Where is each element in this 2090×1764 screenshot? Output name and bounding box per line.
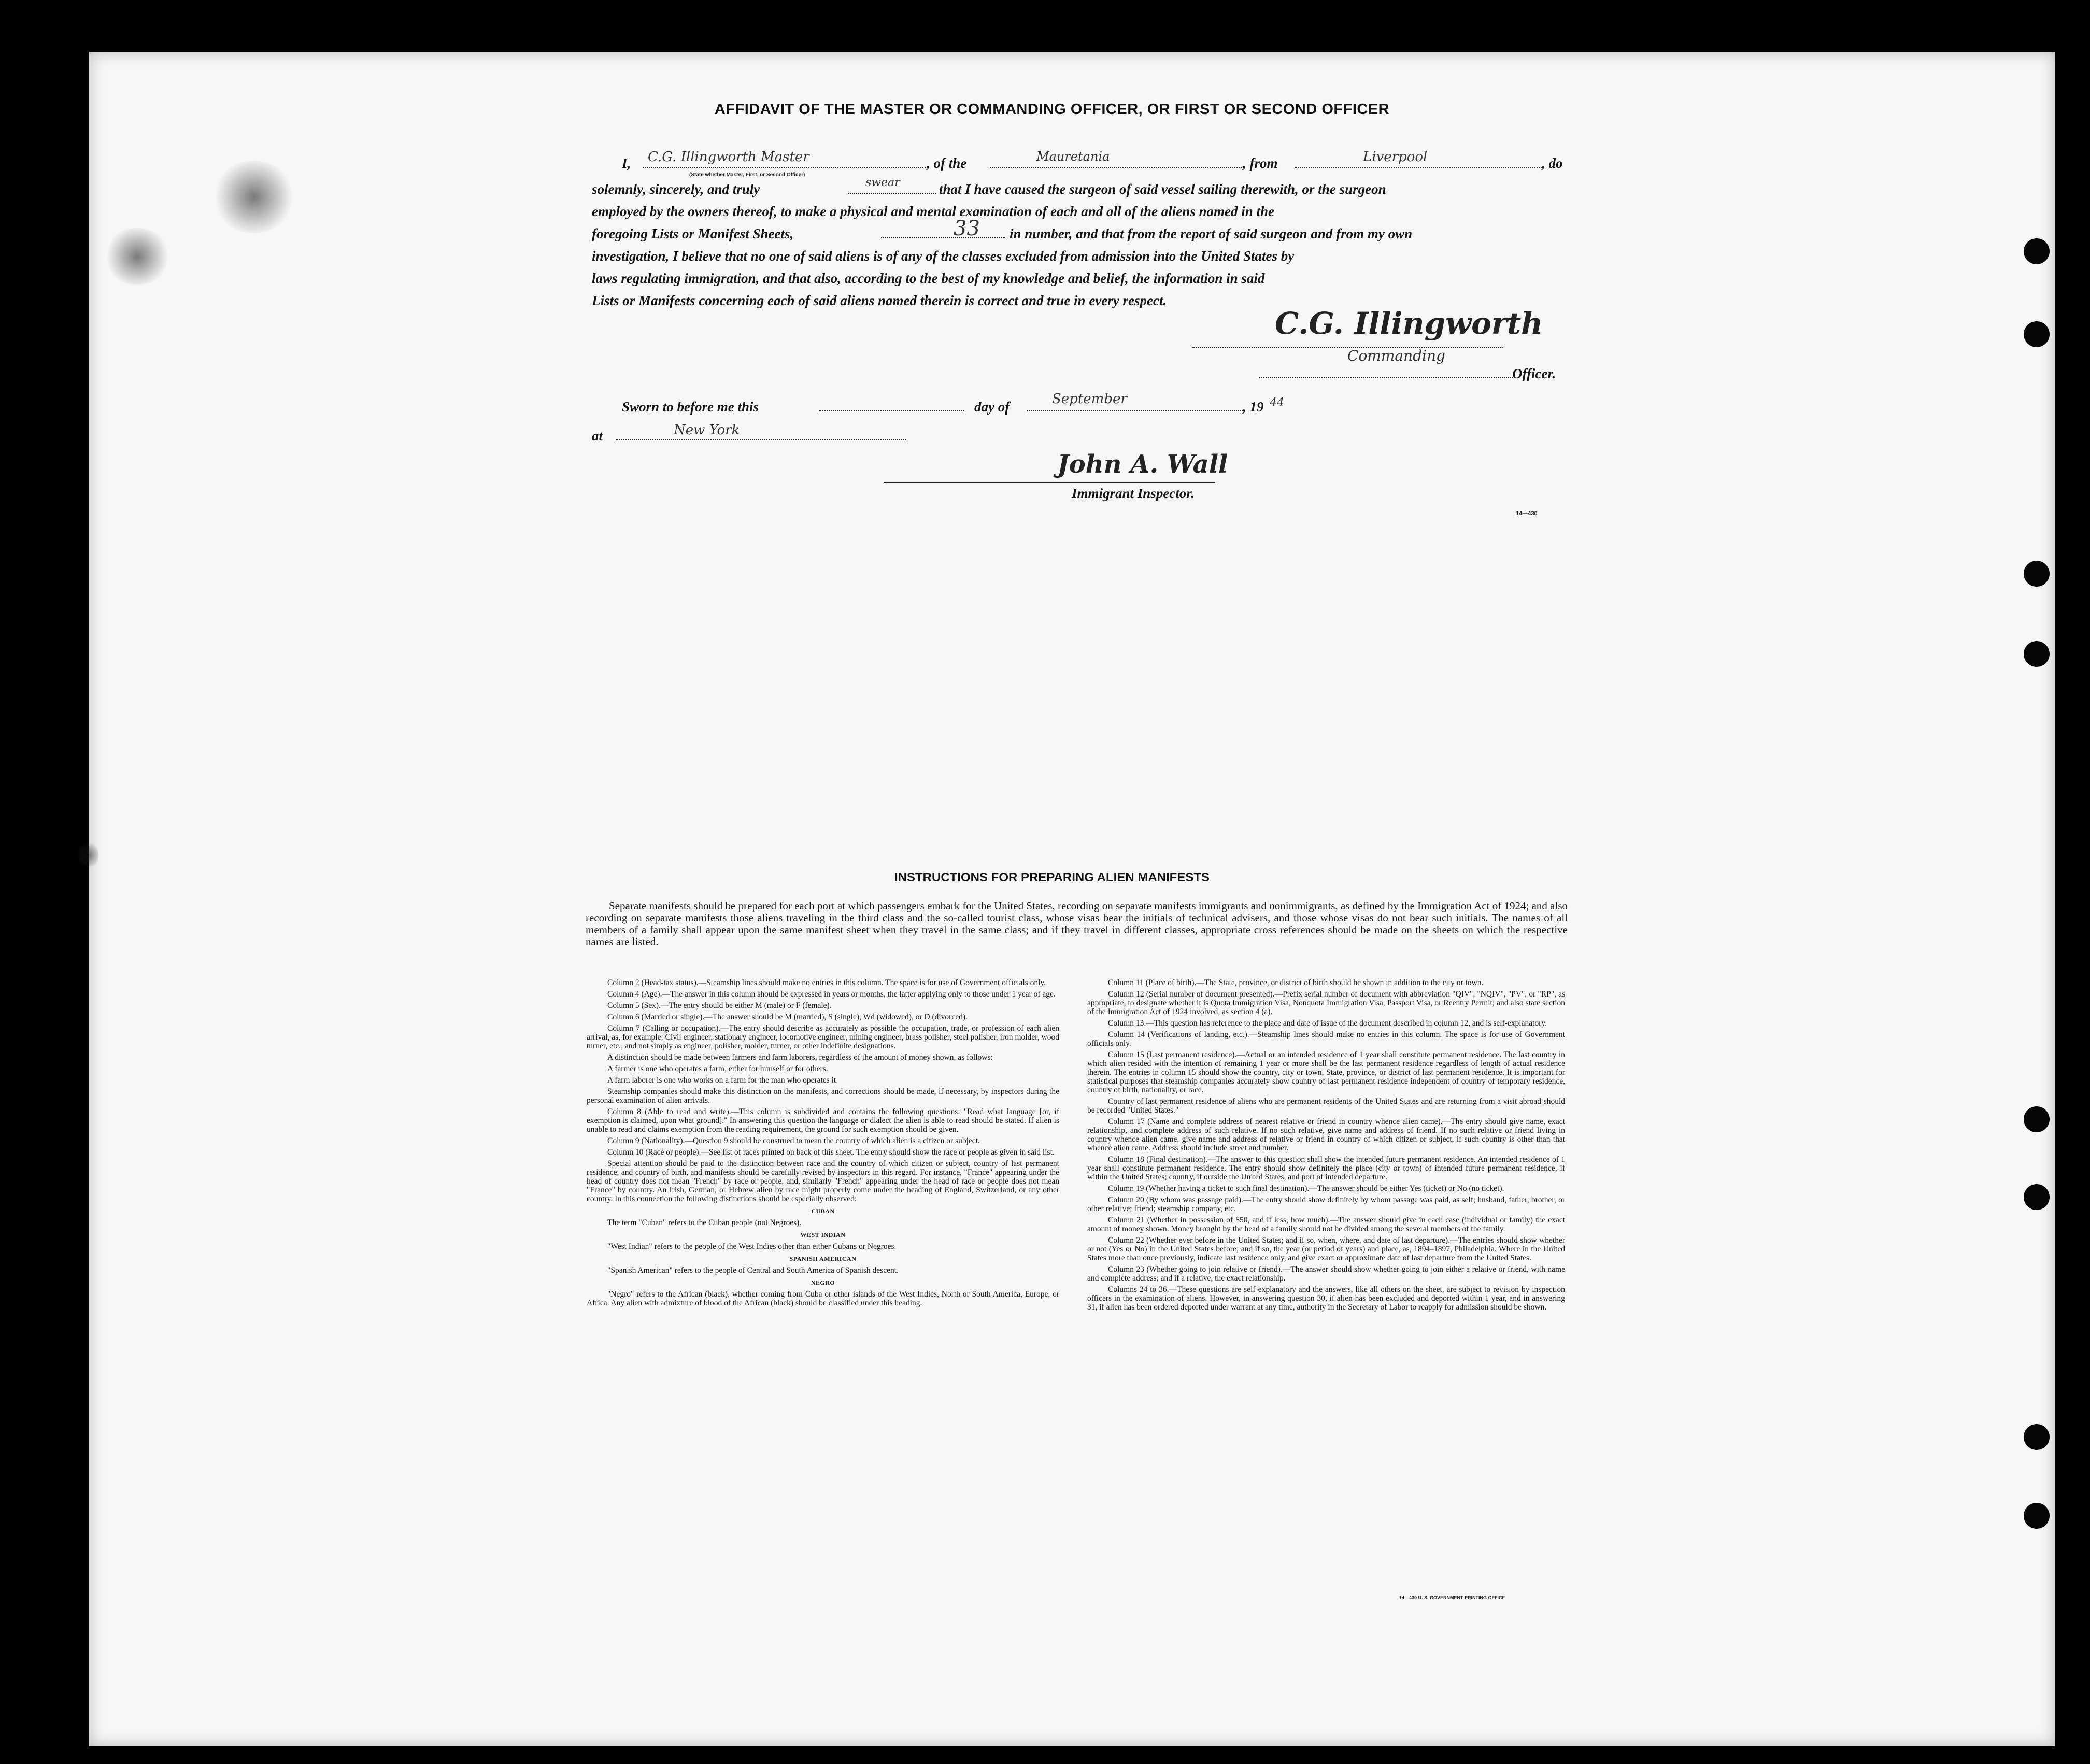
instruction-paragraph: Column 20 (By whom was passage paid).—The entry should show definitely by whom passage was paid, as self; husband, father, brother, or other relative; friend; steamship company, etc. (1087, 1196, 1565, 1213)
ink-smudge (104, 228, 171, 285)
punch-hole (2024, 1106, 2050, 1132)
instruction-paragraph: Column 23 (Whether going to join relative or friend).—The answer should show whether going to join either a relative or friend, with name and complete address; and if a relative, the exact relationship. (1087, 1265, 1565, 1283)
form-number: 14—430 (1516, 510, 1538, 517)
instructions-title: INSTRUCTIONS FOR PREPARING ALIEN MANIFESTS (894, 871, 1210, 885)
punch-hole (2024, 1424, 2050, 1450)
instruction-paragraph: Column 17 (Name and complete address of nearest relative or friend in country whence alien came).—The entry should give name, exact relationship, and complete address of such relative. If no such relative, give name and address of friend. If no such relative or friend living in country whence alien came, give name and address of relative or friend in country of which citizen or subject, if such country is other than that whence alien came. Address should include street and number. (1087, 1117, 1565, 1153)
affidavit-line4-b: in number, and that from the report of said surgeon and from my own (1010, 226, 1413, 241)
instruction-paragraph: Country of last permanent residence of aliens who are permanent residents of the United States and are returning from a visit abroad should be recorded "United States." (1087, 1097, 1565, 1115)
year-handwriting: 44 (1270, 396, 1284, 409)
affidavit-line3: employed by the owners thereof, to make a physical and mental examination of each and all of the aliens named in the (592, 204, 1274, 219)
affidavit-do: , do (1542, 155, 1563, 171)
ink-smudge (78, 840, 98, 871)
punch-hole (2024, 321, 2050, 347)
instructions-intro: Separate manifests should be prepared for each port at which passengers embark for the United States, recording on separate manifests immigrants and nonimmigrants, as defined by the Immigration Act of 1924; and also recording on separate manifests those aliens traveling in the third class and the so-called tourist class, whose visas bear the initials of technical advisers, and those whose visas do not bear such initials. The names of all members of a family shall appear upon the same manifest sheet when they travel in the same class; and if they travel in different classes, appropriate cross references should be made on the sheets on which the respective names are listed. (586, 900, 1568, 948)
sheets-count-handwriting: 33 (954, 217, 980, 240)
punch-hole (2024, 561, 2050, 587)
instruction-paragraph: Column 5 (Sex).—The entry should be either M (male) or F (female). (607, 1001, 832, 1010)
place-field (616, 439, 906, 440)
affidavit-line1-prefix: I, (622, 155, 631, 171)
printing-office-footer: 14—430 U. S. GOVERNMENT PRINTING OFFICE (1399, 1595, 1505, 1600)
instruction-paragraph: Column 10 (Race or people).—See list of races printed on back of this sheet. The entry should show the race or people as given in said list. (607, 1148, 1055, 1157)
instruction-paragraph: "Spanish American" refers to the people of Central and South America of Spanish descent. (607, 1266, 899, 1275)
affidavit-line2-b: that I have caused the surgeon of said vessel sailing therewith, or the surgeon (939, 181, 1386, 197)
sheets-field (881, 237, 1005, 238)
affidavit-line5: investigation, I believe that no one of said aliens is of any of the classes excluded from admission into the United States by (592, 248, 1295, 264)
officer-name-handwriting: C.G. Illingworth Master (648, 149, 809, 165)
instruction-paragraph: "West Indian" refers to the people of the West Indies other than either Cubans or Negroes. (607, 1242, 897, 1251)
port-handwriting: Liverpool (1363, 149, 1428, 165)
instruction-paragraph: Steamship companies should make this distinction on the manifests, and corrections should be made, if necessary, by inspectors during the personal examination of alien arrivals. (587, 1087, 1059, 1105)
instruction-paragraph: A farm laborer is one who works on a farm for the man who operates it. (607, 1076, 838, 1085)
officer-name-field (643, 167, 928, 168)
instruction-paragraph: Column 11 (Place of birth).—The State, province, or district of birth should be shown in addition to the city or town. (1108, 978, 1484, 987)
instruction-paragraph: The term "Cuban" refers to the Cuban people (not Negroes). (607, 1218, 802, 1227)
ink-smudge (212, 161, 295, 233)
instruction-paragraph: Column 7 (Calling or occupation).—The entry should describe as accurately as possible the occupation, trade, or profession of each alien arrival, as, for example: Civil engineer, stationary engineer, locomotive engineer, mining engineer, brass polisher, steel polisher, iron molder, wood turner, etc., and not simply as engineer, polisher, molder, turner, or other indefinite designations. (587, 1024, 1059, 1050)
instruction-paragraph: Column 18 (Final destination).—The answer to this question shall show the intended future permanent residence. An intended residence of 1 year shall constitute permanent residence. The entry should show definitely the place (city or town) of intended future permanent residence, if within the United States; country, if outside the United States, and port of intended departure. (1087, 1155, 1565, 1182)
instruction-paragraph: Column 21 (Whether in possession of $50, and if less, how much).—The answer should give in each case (individual or family) the exact amount of money shown. Money brought by the head of a family should not be divided among the several members of the family. (1087, 1216, 1565, 1233)
punch-hole (2024, 641, 2050, 667)
section-heading-negro: NEGRO (811, 1279, 835, 1286)
instructions-right-column (1087, 978, 1565, 1314)
instruction-paragraph: A farmer is one who operates a farm, either for himself or for others. (607, 1064, 828, 1073)
affidavit-of-the: , of the (927, 155, 967, 171)
vessel-handwriting: Mauretania (1036, 149, 1110, 164)
instruction-paragraph: Column 15 (Last permanent residence).—Actual or an intended residence of 1 year shall constitute permanent residence. The last country in which alien resided with the intention of remaining 1 year or more shall be the last permanent residence regardless of length of actual residence therein. The entries in column 15 should show the country, city or town, State, province, or district of last permanent residence. It is important for statistical purposes that steamship companies accurately show country of last permanent residence independent of country of temporary residence, country of birth, nationality, or race. (1087, 1050, 1565, 1094)
instruction-paragraph: Column 12 (Serial number of document presented).—Prefix serial number of document with abbreviation "QIV", "NQIV", "PV", or "RP", as appropriate, to designate whether it is Quota Immigration Visa, Nonquota Immigration Visa, Passport Visa, or Reentry Permit; and also state section of the Immigration Act of 1924 involved, as section 4 (a). (1087, 990, 1565, 1016)
instruction-paragraph: Column 8 (Able to read and write).—This column is subdivided and contains the following questions: "Read what language [or, if exemption is claimed, upon what ground]." In answering this question the language or dialect the alien is able to read should be stated. If alien is unable to read and claims exemption from the reading requirement, the ground for such exemption should be given. (587, 1107, 1059, 1134)
instruction-paragraph: "Negro" refers to the African (black), whether coming from Cuba or other islands of the West Indies, North or South America, Europe, or Africa. Any alien with admixture of blood of the African (black) should be classified under this heading. (587, 1290, 1059, 1307)
instruction-paragraph: A distinction should be made between farmers and farm laborers, regardless of the amount of money shown, as follows: (607, 1053, 993, 1062)
instruction-paragraph: Column 13.—This question has reference to the place and date of issue of the document described in column 12, and is self-explanatory. (1108, 1019, 1547, 1028)
instruction-paragraph: Column 19 (Whether having a ticket to such final destination).—The answer should be either Yes (ticket) or No (no ticket). (1108, 1184, 1504, 1193)
officer-signature: C.G. Illingworth (1275, 306, 1543, 341)
instruction-paragraph: Column 14 (Verifications of landing, etc.).—Steamship lines should make no entries in this column. The space is for use of Government officials only. (1087, 1030, 1565, 1048)
inspector-signature: John A. Wall (1057, 450, 1228, 479)
vessel-field (990, 167, 1244, 168)
section-heading-cuban: CUBAN (811, 1207, 835, 1215)
punch-hole (2024, 238, 2050, 264)
instruction-paragraph: Special attention should be paid to the distinction between race and the country of which citizen or subject, country of last permanent residence, and country of birth, and manifests should be carefully revised by inspectors in this regard. For instance, "France" appearing under the head of country does not mean "French" by race or people, and, similarly "French" appearing under the head of race or people does not mean "France" by country. An Irish, German, or Hebrew alien by race might properly come under the heading of England, Switzerland, or any other country. In this connection the following distinctions should be especially observed: (587, 1159, 1059, 1203)
place-handwriting: New York (674, 422, 740, 438)
affidavit-from: , from (1243, 155, 1278, 171)
title-note: (State whether Master, First, or Second Officer) (689, 172, 805, 178)
officer-label: Officer. (1512, 366, 1556, 381)
officer-title-handwriting: Commanding (1347, 347, 1445, 364)
punch-hole (2024, 1503, 2050, 1529)
at-text: at (592, 428, 603, 444)
instruction-paragraph: Column 6 (Married or single).—The answer should be M (married), S (single), Wd (widowed), or D (divorced). (607, 1013, 968, 1021)
instructions-left-column (587, 978, 1059, 1310)
affidavit-title: AFFIDAVIT OF THE MASTER OR COMMANDING OFFICER, OR FIRST OR SECOND OFFICER (714, 101, 1390, 118)
punch-hole (2024, 1184, 2050, 1210)
instruction-paragraph: Columns 24 to 36.—These questions are self-explanatory and the answers, like all others on the sheet, are subject to revision by inspection officers in the examination of aliens. However, in answering question 30, if alien has been excluded and deported within 1 year, and in answering 31, if alien has been ordered deported under warrant at any time, authority in the Secretary of Labor to reapply for admission should be shown. (1087, 1285, 1565, 1312)
affidavit-line4-a: foregoing Lists or Manifest Sheets, (592, 226, 794, 241)
swear-handwriting: swear (865, 176, 900, 189)
scan-border (89, 0, 2089, 52)
instruction-paragraph: Column 22 (Whether ever before in the United States; and if so, when, where, and date of last departure).—The entries should show whether or not (Yes or No) in the United States before; and if so, the year (or period of years) and place, as, 1894–1897, Philadelphia. Where in the United States more than once previously, indicate last residence only, and give exact or approximate date of last departure from the United States. (1087, 1236, 1565, 1262)
month-field (1027, 410, 1245, 411)
year-prefix: , 19 (1243, 399, 1264, 415)
officer-title-field (1259, 377, 1513, 378)
instruction-paragraph: Column 4 (Age).—The answer in this column should be expressed in years or months, the latter applying only to those under 1 year of age. (607, 990, 1056, 999)
swear-field (848, 193, 936, 194)
sworn-text: Sworn to before me this (622, 399, 759, 415)
sworn-day-field (819, 410, 964, 411)
affidavit-line7: Lists or Manifests concerning each of said aliens named therein is correct and true in every respect. (592, 293, 1167, 308)
inspector-signature-line (884, 482, 1215, 483)
instruction-paragraph: Column 2 (Head-tax status).—Steamship lines should make no entries in this column. The space is for use of Government officials only. (607, 978, 1046, 987)
affidavit-line2-a: solemnly, sincerely, and truly (592, 181, 760, 197)
section-heading-spanish-american: SPANISH AMERICAN (789, 1255, 857, 1262)
day-of-text: day of (974, 399, 1010, 415)
port-field (1295, 167, 1543, 168)
inspector-label: Immigrant Inspector. (1072, 486, 1195, 501)
section-heading-west-indian: WEST INDIAN (800, 1231, 846, 1239)
month-handwriting: September (1052, 391, 1127, 407)
affidavit-line6: laws regulating immigration, and that also, according to the best of my knowledge and belief, the information in said (592, 271, 1265, 286)
instruction-paragraph: Column 9 (Nationality).—Question 9 should be construed to mean the country of which alien is a citizen or subject. (607, 1136, 980, 1145)
